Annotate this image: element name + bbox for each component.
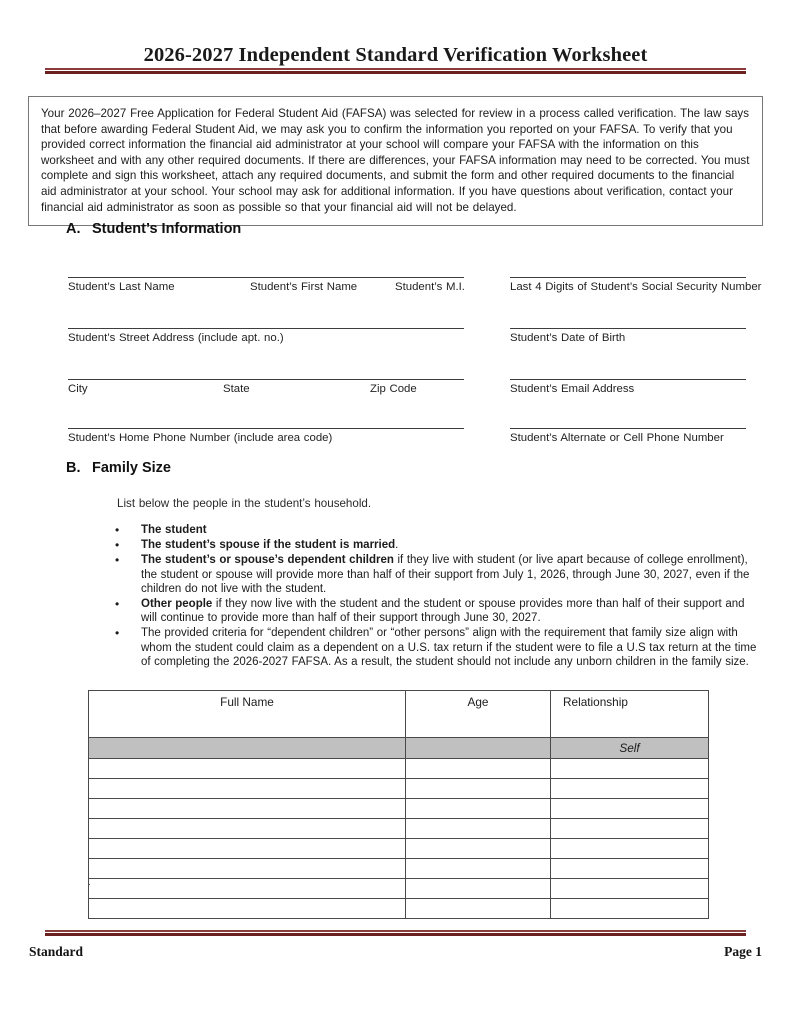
list-item (111, 626, 759, 669)
table-row[interactable] (89, 819, 709, 839)
section-b-lead-in: List below the people in the student’s household. (117, 497, 372, 510)
cell-full-name[interactable] (89, 799, 406, 819)
cell-age[interactable] (406, 738, 551, 759)
label-date-of-birth: Student’s Date of Birth (510, 332, 626, 344)
cell-full-name[interactable] (89, 779, 406, 799)
field-student-date-of-birth[interactable] (510, 328, 746, 348)
list-item-rest: if they now live with the student and the student or spouse provides more than half of their support and will continue to provide more than half of their support through June 30, 2027. (141, 598, 745, 625)
cell-relationship[interactable] (551, 899, 709, 919)
cell-full-name[interactable] (89, 819, 406, 839)
list-item (111, 553, 759, 596)
table-row[interactable] (89, 799, 709, 819)
label-street-address: Student’s Street Address (include apt. no.) (68, 332, 284, 344)
cell-full-name[interactable] (89, 839, 406, 859)
field-student-home-phone[interactable] (68, 428, 464, 448)
table-row[interactable] (89, 899, 709, 919)
table-row[interactable] (89, 879, 709, 899)
field-student-ssn-last4[interactable] (510, 277, 762, 297)
table-row-self[interactable] (89, 738, 709, 759)
field-student-city-state-zip[interactable] (68, 379, 464, 399)
list-item (111, 538, 759, 552)
household-criteria-list (111, 523, 759, 670)
label-state: State (223, 383, 250, 395)
field-student-alt-phone[interactable] (510, 428, 746, 448)
label-city: City (68, 383, 88, 395)
list-item-rest: if they live with student (or live apart because of college enrollment), the student or spouse will provide more than half of their support from July 1, 2026, through June 30, 2027, even if the children do not live with the student. (141, 554, 750, 595)
column-header-relationship: Relationship (551, 691, 709, 738)
cell-relationship[interactable] (551, 819, 709, 839)
section-b-letter: B. (66, 460, 81, 476)
cell-age[interactable] (406, 839, 551, 859)
label-alt-phone: Student’s Alternate or Cell Phone Number (510, 432, 724, 444)
list-item (111, 523, 759, 537)
cell-relationship[interactable] (551, 799, 709, 819)
page-title: 2026-2027 Independent Standard Verification Worksheet (143, 44, 648, 66)
list-item-bold: The student’s spouse if the student is married (141, 539, 396, 552)
bullet-icon: • (115, 626, 120, 641)
cell-full-name[interactable] (89, 738, 406, 759)
cell-age[interactable] (406, 799, 551, 819)
household-table[interactable] (88, 690, 709, 919)
label-ssn-last4: Last 4 Digits of Student’s Social Security Number (510, 281, 762, 293)
section-b-title: Family Size (92, 460, 171, 476)
label-email: Student’s Email Address (510, 383, 635, 395)
section-a-letter: A. (66, 221, 81, 237)
bullet-icon: • (115, 553, 120, 568)
section-a-heading (66, 221, 241, 237)
table-row[interactable] (89, 859, 709, 879)
cell-relationship[interactable] (551, 779, 709, 799)
list-item-bold: The student’s or spouse’s dependent children (141, 554, 394, 567)
footer-form-type: Standard (29, 944, 84, 959)
header-divider-rule (45, 68, 746, 74)
intro-box (28, 96, 763, 226)
cell-age[interactable] (406, 779, 551, 799)
table-header-row (89, 691, 709, 738)
label-middle-initial: Student’s M.I. (395, 281, 465, 293)
field-student-email[interactable] (510, 379, 746, 399)
cell-relationship[interactable] (551, 859, 709, 879)
cell-relationship[interactable] (551, 879, 709, 899)
cell-relationship[interactable] (551, 839, 709, 859)
cell-full-name[interactable] (89, 859, 406, 879)
bullet-icon: • (115, 597, 120, 612)
section-b-heading (66, 460, 171, 476)
cell-age[interactable] (406, 759, 551, 779)
cell-relationship[interactable] (551, 759, 709, 779)
field-student-last-name[interactable] (68, 277, 464, 297)
list-item-rest: . (395, 539, 399, 552)
column-header-full-name: Full Name (89, 691, 406, 738)
column-header-age: Age (406, 691, 551, 738)
cell-age[interactable] (406, 899, 551, 919)
bullet-icon: • (115, 523, 120, 537)
list-item-bold: Other people (141, 598, 213, 611)
list-item-rest: The provided criteria for “dependent children” or “other persons” align with the requirement that family size align with whom the student could claim as a dependent on a U.S. tax return if the student were to file a U.S tax return at the time of completing the 2026-2027 FAFSA. As a result, the student should not include any unborn children in the family size. (141, 627, 757, 668)
cell-age[interactable] (406, 879, 551, 899)
footer-divider-rule (45, 930, 746, 936)
cell-full-name[interactable] (89, 759, 406, 779)
cell-age[interactable] (406, 859, 551, 879)
footer-page-number: Page 1 (724, 944, 762, 959)
cell-full-name[interactable] (89, 879, 406, 899)
label-first-name: Student’s First Name (250, 281, 358, 293)
label-last-name: Student’s Last Name (68, 281, 175, 293)
section-a-title: Student’s Information (92, 221, 242, 237)
bullet-icon: • (115, 538, 120, 553)
cell-full-name[interactable] (89, 899, 406, 919)
field-student-street-address[interactable] (68, 328, 464, 348)
table-row[interactable] (89, 759, 709, 779)
label-zip-code: Zip Code (370, 383, 417, 395)
list-item (111, 597, 759, 625)
cell-age[interactable] (406, 819, 551, 839)
trailing-mark: . (88, 877, 91, 888)
label-home-phone: Student’s Home Phone Number (include area code) (68, 432, 333, 444)
household-table-body (89, 738, 709, 919)
table-row[interactable] (89, 839, 709, 859)
table-row[interactable] (89, 779, 709, 799)
list-item-bold: The student (141, 524, 207, 536)
intro-paragraph: Your 2026–2027 Free Application for Federal Student Aid (FAFSA) was selected for review in a process called verification. The law says that before awarding Federal Student Aid, we may ask you to confirm the information you reported on your FAFSA. To verify that you provided correct information the financial aid administrator at your school will compare your FAFSA with the information on this worksheet and with any other required documents. If there are differences, your FAFSA information may need to be corrected. You must complete and sign this worksheet, attach any required documents, and submit the form and other required documents to the financial aid administrator at your school. Your school may ask for additional information. If you have questions about verification, contact your financial aid administrator as soon as possible so that your financial aid will not be delayed. (41, 107, 750, 214)
cell-relationship: Self (551, 738, 709, 759)
